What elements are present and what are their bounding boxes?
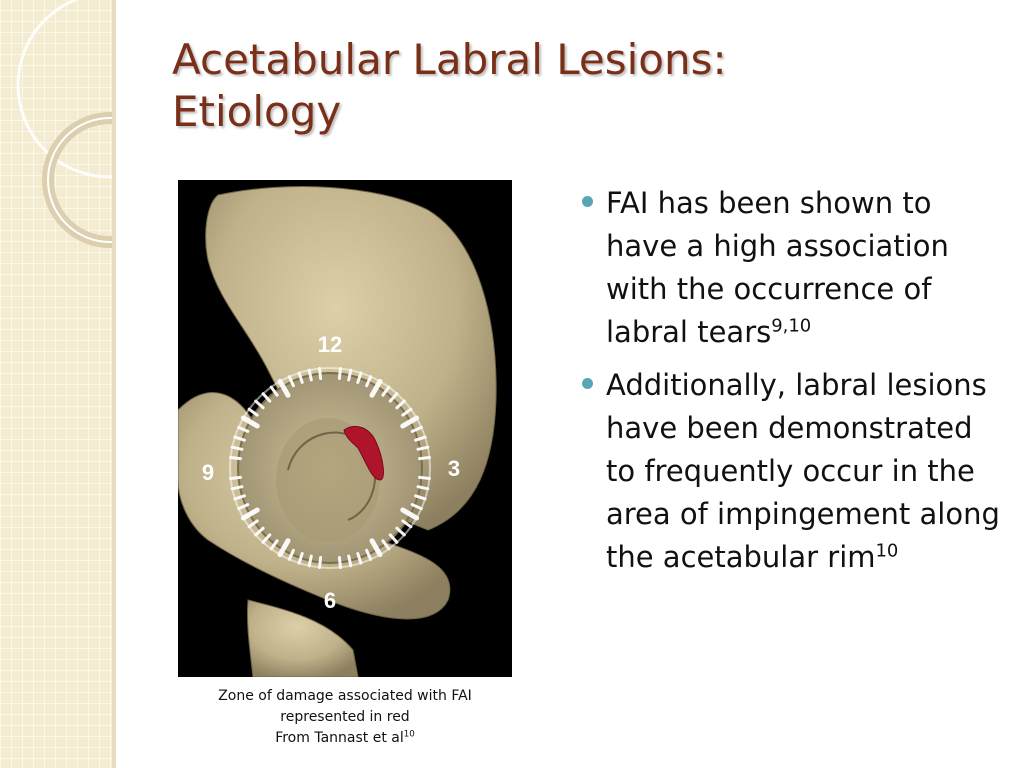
clock-tick-minor [320, 369, 321, 379]
title-line-2: Etiology [172, 87, 342, 136]
caption-line-2: represented in red [280, 709, 410, 725]
clock-tick-minor [418, 487, 428, 489]
clock-tick-minor [309, 370, 311, 380]
clock-tick-minor [231, 458, 241, 459]
clock-tick-minor [339, 558, 340, 568]
figure-caption [178, 686, 512, 749]
clock-tick-minor [349, 556, 351, 566]
clock-label-9: 9 [201, 460, 215, 485]
bullet-text: Additionally, labral lesions have been demonstrated to frequently occur in the area of impingement along the acetabular rim [606, 368, 1000, 574]
decorative-circles [0, 0, 112, 768]
bullet-icon [582, 196, 593, 207]
bullet-text: FAI has been shown to have a high association with the occurrence of labral tears [606, 186, 949, 349]
caption-line-3 [178, 728, 512, 749]
decorative-sidebar [0, 0, 112, 768]
bullet-reference: 10 [875, 540, 899, 562]
clock-tick-minor [420, 477, 430, 478]
slide-title [172, 34, 872, 138]
clock-tick-minor [309, 556, 311, 566]
sidebar-edge [112, 0, 116, 768]
hip-acetabulum-image [178, 180, 512, 677]
clock-tick-minor [232, 487, 242, 489]
caption-line-1: Zone of damage associated with FAI [218, 688, 472, 704]
bullet-list [580, 182, 1000, 589]
bullet-item [580, 182, 1000, 354]
clock-tick-minor [418, 447, 428, 449]
clock-tick-minor [231, 477, 241, 478]
bullet-item [580, 364, 1000, 579]
bullet-reference: 9,10 [771, 315, 812, 337]
clock-tick-minor [320, 558, 321, 568]
clock-label-6: 6 [323, 588, 337, 613]
clock-tick-minor [232, 447, 242, 449]
clock-label-3: 3 [447, 456, 461, 481]
clock-tick-minor [349, 370, 351, 380]
clock-tick-minor [339, 369, 340, 379]
femur-shaft [247, 600, 358, 677]
caption-reference: 10 [403, 729, 415, 740]
hip-clock-illustration [178, 180, 512, 677]
caption-source: From Tannast et al [275, 730, 404, 746]
title-line-1: Acetabular Labral Lesions: [172, 35, 727, 84]
clock-label-12: 12 [317, 332, 343, 357]
clock-tick-minor [420, 458, 430, 459]
bullet-icon [582, 378, 593, 389]
